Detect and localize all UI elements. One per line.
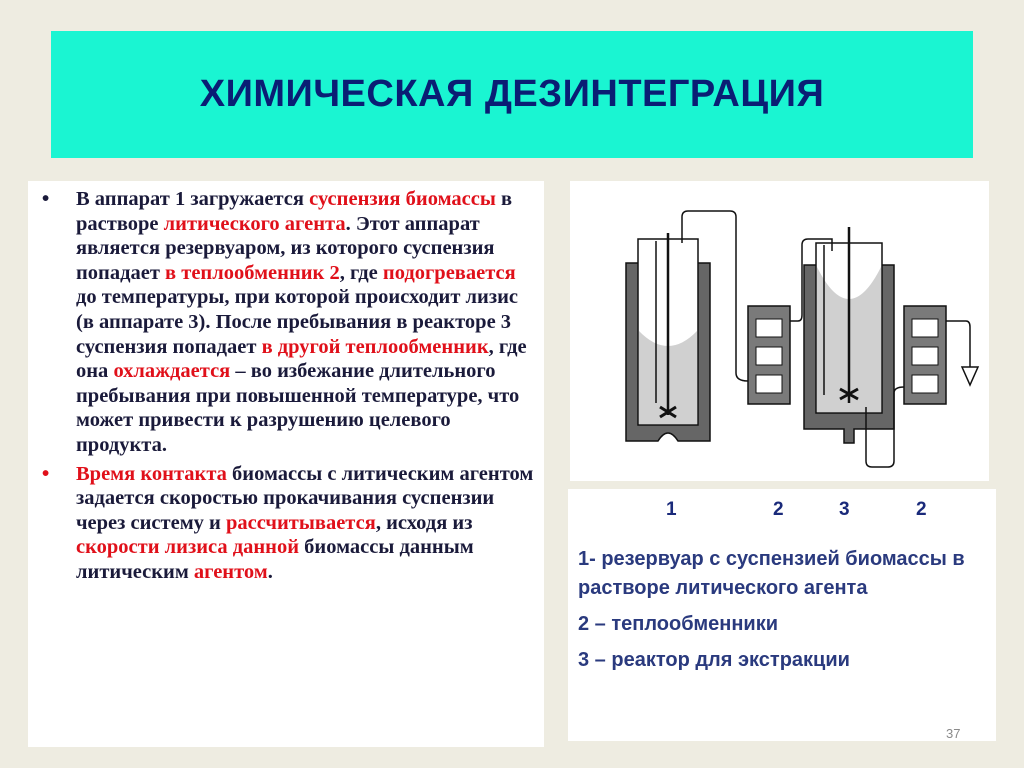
- highlight-segment: в другой теплообменник: [261, 335, 489, 358]
- heat-exchanger-1: [748, 306, 790, 404]
- legend-item-heat-exchangers: 2 – теплообменники: [578, 613, 778, 635]
- legend-item-reactor: 3 – реактор для экстракции: [578, 649, 850, 671]
- figure-number-2: 2: [773, 499, 784, 520]
- slide-title: ХИМИЧЕСКАЯ ДЕЗИНТЕГРАЦИЯ: [199, 73, 825, 115]
- highlight-segment: охлаждается: [113, 360, 231, 383]
- text-segment: , где она: [76, 335, 527, 383]
- highlight-segment: рассчитывается: [225, 511, 376, 534]
- legend-panel: [568, 489, 996, 741]
- figure-number-3: 3: [839, 499, 850, 520]
- highlight-segment: скорости лизиса данной: [76, 536, 300, 559]
- reservoir-vessel: [626, 233, 710, 441]
- text-segment: – во избежание длительного пребывания при повышенной температуре, что может привести к разрушению целевого продукта.: [76, 360, 520, 456]
- text-segment: до температуры, при которой происходит лизис (в аппарате 3). После пребывания в реакторе 3 суспензия попадает: [76, 286, 518, 358]
- reactor-vessel: [804, 227, 894, 443]
- highlight-segment: агентом: [193, 560, 268, 583]
- figure-number-4: 2: [916, 499, 927, 520]
- text-segment: биомассы с литическим агентом задается скоростью прокачивания суспензии через систему и: [76, 462, 534, 534]
- bullet-item-1: [40, 187, 540, 458]
- text-segment: . Этот аппарат является резервуаром, из которого суспензия попадает: [76, 212, 495, 284]
- highlight-segment: литического агента: [163, 212, 346, 235]
- highlight-segment: в теплообменник 2: [165, 261, 340, 284]
- bullet-marker-icon: •: [42, 461, 50, 485]
- highlight-segment: Время контакта: [76, 462, 227, 485]
- text-panel: [28, 181, 544, 747]
- title-banner: [51, 31, 973, 158]
- bullet-list: [40, 187, 540, 585]
- text-segment: , где: [339, 261, 383, 284]
- figure-numbers: [568, 499, 996, 523]
- heat-exchanger-2: [904, 306, 946, 404]
- legend-item-reservoir: 1- резервуар с суспензией биомассы в растворе литического агента: [578, 548, 965, 599]
- text-segment: в растворе: [76, 188, 513, 235]
- legend-list: [578, 545, 988, 682]
- highlight-segment: подогревается: [382, 261, 516, 284]
- bullet-text-2: [76, 463, 533, 583]
- text-segment: .: [267, 560, 273, 583]
- figure-number-1: 1: [666, 499, 677, 520]
- highlight-segment: суспензия биомассы: [309, 188, 496, 210]
- text-segment: биомассы данным литическим: [76, 536, 474, 583]
- bullet-item-2: [40, 462, 540, 585]
- apparatus-figure: [570, 181, 989, 481]
- bullet-marker-icon: •: [42, 187, 50, 210]
- text-segment: , исходя из: [375, 511, 473, 534]
- bullet-text-1: [76, 188, 527, 456]
- apparatus-diagram: [570, 181, 989, 481]
- page-number: 37: [946, 726, 961, 741]
- text-segment: В аппарат 1 загружается: [76, 188, 310, 210]
